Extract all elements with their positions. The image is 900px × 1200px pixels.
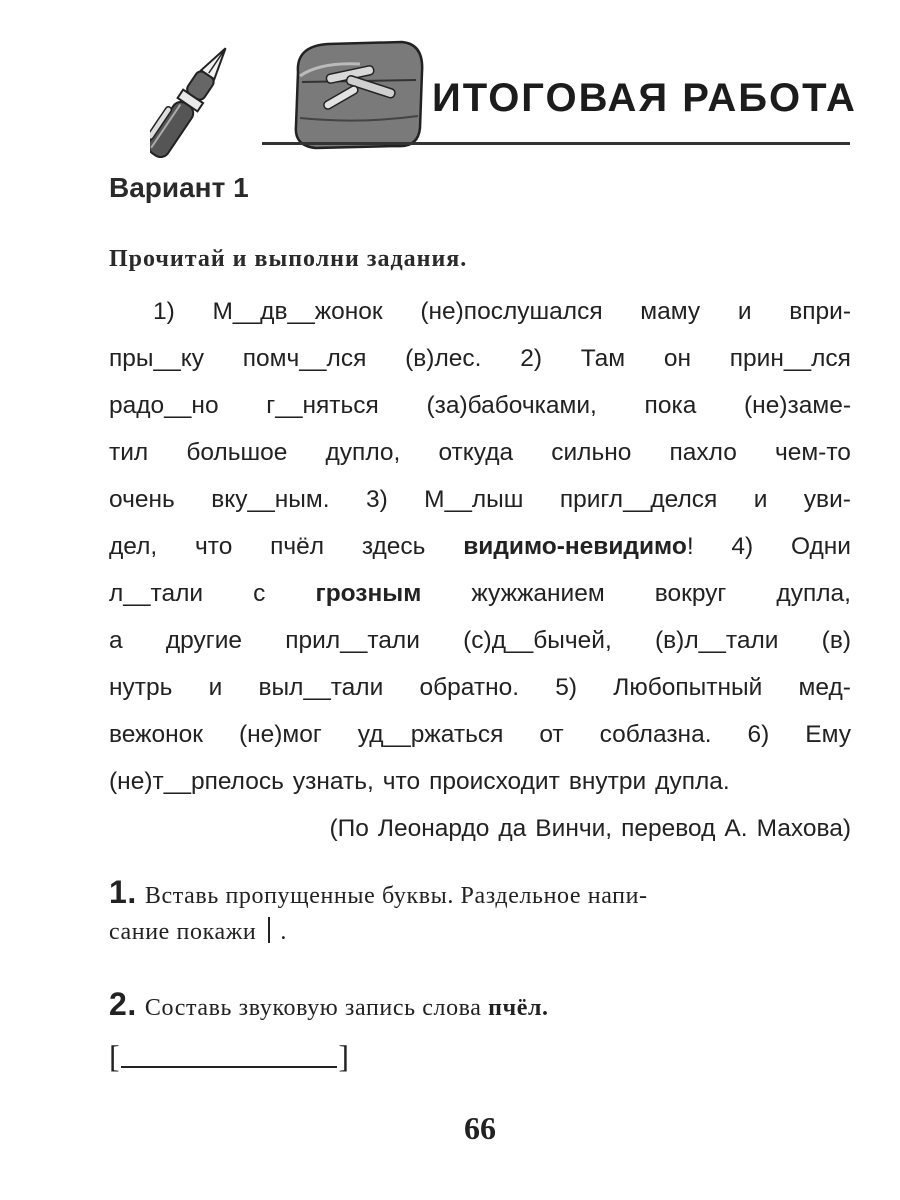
passage-word: другие [165, 627, 243, 654]
separator-mark-icon [268, 917, 270, 943]
title-divider [262, 142, 850, 145]
passage-word: дел, [109, 533, 158, 560]
page-title: ИТОГОВАЯ РАБОТА [432, 76, 857, 120]
task-1-period: . [280, 919, 287, 945]
passage-line [109, 664, 851, 711]
task-1 [109, 872, 851, 952]
passage-word: жужжанием [471, 580, 605, 607]
passage-word: что [194, 533, 233, 560]
instruction-text: Прочитай и выполни задания. [109, 246, 468, 272]
passage-word: выл__тали [258, 674, 384, 701]
passage-word: что [382, 768, 421, 795]
passage-word: большое [186, 439, 288, 466]
passage-word: уви- [803, 486, 851, 513]
task-1-line-1 [109, 872, 851, 912]
task-1-text-cont: сание покажи [109, 919, 257, 945]
passage-word: радо__но [109, 392, 219, 419]
task-2-text: Составь звуковую запись слова [144, 995, 482, 1021]
pencil-case-icon [296, 42, 422, 148]
task-1-line-2 [109, 912, 851, 952]
passage-phrase [463, 523, 693, 570]
passage-word: пригл__делся [559, 486, 718, 513]
passage-word: (не)заме- [744, 392, 851, 419]
passage-word: чем-то [774, 439, 851, 466]
passage-word: пры__ку [109, 345, 204, 372]
passage-word: маму [640, 298, 701, 325]
passage-word: ! [686, 533, 694, 560]
passage-word: 6) [747, 721, 770, 748]
passage-word: соблазна. [599, 721, 712, 748]
passage-word: (не)мог [238, 721, 322, 748]
passage-word: прин__лся [729, 345, 851, 372]
passage-line [109, 429, 851, 476]
passage-word: пока [644, 392, 697, 419]
passage-word: 1) [153, 298, 175, 325]
task-2-number: 2. [109, 986, 137, 1022]
passage-word: 4) [731, 533, 754, 560]
passage-line [109, 570, 851, 617]
passage-word: тил [109, 439, 149, 466]
passage-word: от [539, 721, 564, 748]
passage-line [109, 523, 851, 570]
passage-word: (в) [821, 627, 851, 654]
passage-line [109, 617, 851, 664]
passage-word: (в)лес. [405, 345, 482, 372]
passage-line [109, 476, 851, 523]
passage-word: дупла, [776, 580, 851, 607]
passage-word: грозным [315, 580, 422, 607]
left-bracket: [ [109, 1038, 120, 1074]
passage-word: и [753, 486, 768, 513]
passage-word: видимо-невидимо [463, 533, 687, 560]
source-word: перевод [621, 815, 716, 842]
passage-line [109, 382, 851, 429]
passage-word: л__тали [109, 580, 204, 607]
passage-word: пахло [669, 439, 737, 466]
source-word: Махова) [756, 815, 851, 842]
passage-word: дупло, [325, 439, 401, 466]
passage-word: (не)т__рпелось [109, 768, 284, 795]
task-1-number: 1. [109, 874, 137, 910]
source-word: Винчи, [535, 815, 613, 842]
passage-word: узнать, [292, 768, 374, 795]
sound-notation-answer-field[interactable] [109, 1036, 349, 1076]
passage-word: вежонок [109, 721, 203, 748]
right-bracket: ] [338, 1038, 349, 1074]
passage-line [109, 288, 851, 335]
variant-title: Вариант 1 [109, 172, 249, 203]
passage-word: откуда [438, 439, 514, 466]
passage-word: Ему [805, 721, 851, 748]
passage-word: впри- [789, 298, 851, 325]
passage-word: вку__ным. [211, 486, 330, 513]
passage-word: помч__лся [242, 345, 367, 372]
passage-word: прил__тали [285, 627, 420, 654]
page-number: 66 [464, 1110, 496, 1146]
passage-line [109, 758, 851, 805]
passage-word: дупла. [655, 768, 730, 795]
passage-word: вокруг [654, 580, 727, 607]
passage-word: (в)л__тали [655, 627, 779, 654]
task-2-line [109, 984, 851, 1024]
passage-word: 5) [555, 674, 578, 701]
task-2 [109, 984, 851, 1024]
source-word: А. [724, 815, 748, 842]
passage-word: (не)послушался [420, 298, 603, 325]
passage-word: 3) [365, 486, 388, 513]
passage-word: и [208, 674, 223, 701]
passage-word: очень [109, 486, 175, 513]
task-2-word: пчёл. [488, 995, 549, 1021]
passage-word: пчёл [270, 533, 325, 560]
source-word: да [498, 815, 527, 842]
passage-word: Там [580, 345, 626, 372]
header-illustration [150, 20, 430, 160]
passage-word: происходит [429, 768, 560, 795]
passage-word: Одни [790, 533, 851, 560]
passage-line [109, 711, 851, 758]
passage-word: обратно. [419, 674, 520, 701]
passage-line [109, 335, 851, 382]
source-word: Леонардо [377, 815, 490, 842]
passage-word: здесь [361, 533, 426, 560]
fountain-pen-icon [150, 39, 236, 160]
passage-word: он [663, 345, 692, 372]
passage-word: г__няться [266, 392, 379, 419]
passage-word: Любопытный [613, 674, 763, 701]
passage-word: а [109, 627, 123, 654]
passage-source [109, 805, 851, 852]
reading-passage [109, 288, 851, 852]
passage-word: М__дв__жонок [212, 298, 383, 325]
task-1-text: Вставь пропущенные буквы. Раздельное напи- [144, 883, 648, 909]
passage-word: внутри [568, 768, 647, 795]
passage-word: сильно [551, 439, 632, 466]
passage-word: и [737, 298, 752, 325]
passage-word: мед- [798, 674, 851, 701]
passage-word: 2) [520, 345, 542, 372]
answer-underline [121, 1066, 337, 1068]
passage-word: М__лыш [424, 486, 524, 513]
passage-word: нутрь [109, 674, 173, 701]
passage-word: (за)бабочками, [426, 392, 597, 419]
passage-word: с [253, 580, 266, 607]
source-word: (По [329, 815, 369, 842]
passage-word: уд__ржаться [357, 721, 504, 748]
passage-word: (с)д__бычей, [463, 627, 612, 654]
